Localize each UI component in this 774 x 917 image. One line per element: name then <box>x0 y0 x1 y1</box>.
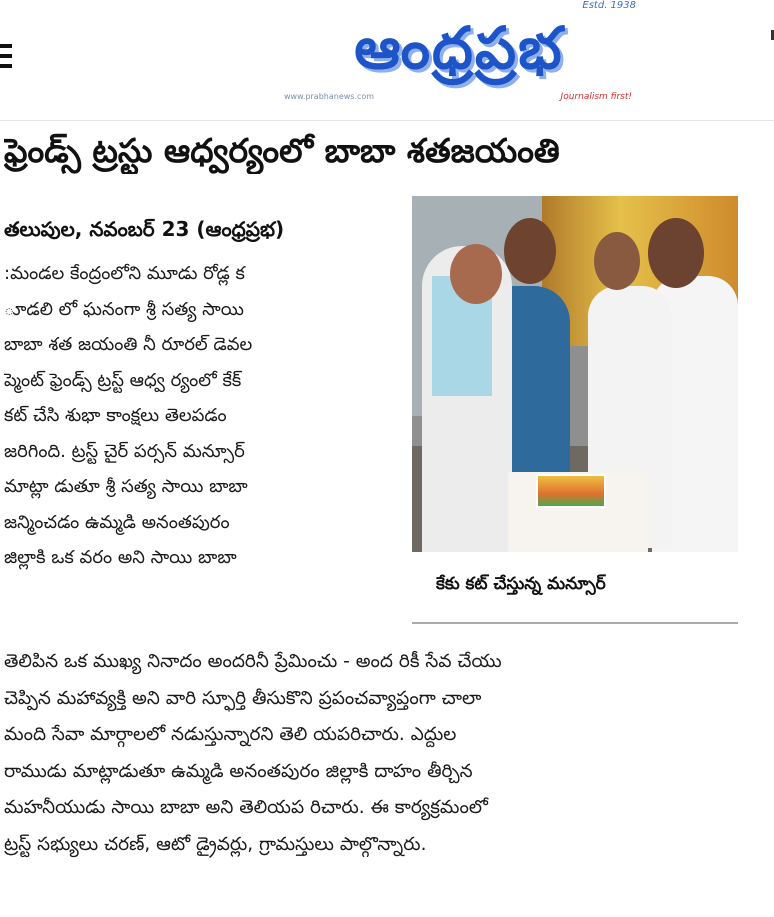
caption-divider <box>412 622 738 624</box>
text-line: బాబా శత జయంతి నీ రూరల్ డెవల <box>4 334 253 355</box>
established-label: Estd. 1938 <box>582 0 636 11</box>
text-line: జరిగింది. ట్రస్ట్ చైర్ పర్సన్ మన్సూర్ <box>4 440 245 462</box>
text-line: ూడలి లో ఘనంగా శ్రీ సత్య సాయి <box>4 298 244 320</box>
text-line: మంది సేవా మార్గాలలో నడుస్తున్నారని తెలి యపరిచారు. ఎద్దుల <box>4 724 457 745</box>
text-line: మాట్లా డుతూ శ్రీ సత్య సాయి బాబా <box>4 476 248 497</box>
text-line: ప్మెంట్ ఫ్రెండ్స్ ట్రస్ట్ ఆధ్వ ర్యంలో కేక్ <box>4 369 242 391</box>
masthead-divider <box>0 120 774 121</box>
newspaper-masthead <box>278 0 640 110</box>
text-line: ట్రస్ట్ సభ్యులు చరణ్, ఆటో డ్రైవర్లు, గ్రామస్తులు పాల్గొన్నారు. <box>4 833 427 855</box>
dateline: తలుపుల, నవంబర్ 23 (ఆంధ్రప్రభ) <box>4 217 285 241</box>
article-body-text <box>4 644 770 863</box>
text-line: జన్మించడం ఉమ్మడి అనంతపురం <box>4 511 230 533</box>
photo-caption: కేకు కట్ చేస్తున్న మన్సూర్ <box>436 574 606 594</box>
text-line: కట్ చేసి శుభా కాంక్షలు తెలపడం <box>4 405 227 426</box>
text-line: :మండల కేంద్రంలోని మూడు రోడ్ల క <box>4 263 245 284</box>
text-line: రాముడు మాట్లాడుతూ ఉమ్మడి అనంతపురం జిల్లాకి దాహం తీర్చిన <box>4 760 473 782</box>
article-headline: ఫ్రెండ్స్ ట్రస్టు ఆధ్వర్యంలో బాబా శతజయంతి <box>4 131 560 170</box>
menu-icon[interactable] <box>0 44 12 74</box>
text-line: మహనీయుడు సాయి బాబా అని తెలియప రిచారు. ఈ కార్యక్రమంలో <box>4 797 488 818</box>
article-column-text <box>4 256 408 576</box>
text-line: జిల్లాకి ఒక వరం అని సాయి బాబా <box>4 547 237 568</box>
cake <box>536 474 606 508</box>
text-line: చెప్పిన మహావ్యక్తి అని వారి స్ఫూర్తి తీసుకొని ప్రపంచవ్యాప్తంగా చాలా <box>4 687 482 709</box>
tagline: Journalism first! <box>560 92 632 102</box>
news-photo <box>412 196 738 552</box>
text-line: తెలిపిన ఒక ముఖ్య నినాదం అందరినీ ప్రేమించు - అంద రికీ సేవ చేయు <box>4 651 502 672</box>
newspaper-logo: ఆంధ్రప్రభ <box>354 14 564 82</box>
website-label: www.prabhanews.com <box>284 92 375 101</box>
